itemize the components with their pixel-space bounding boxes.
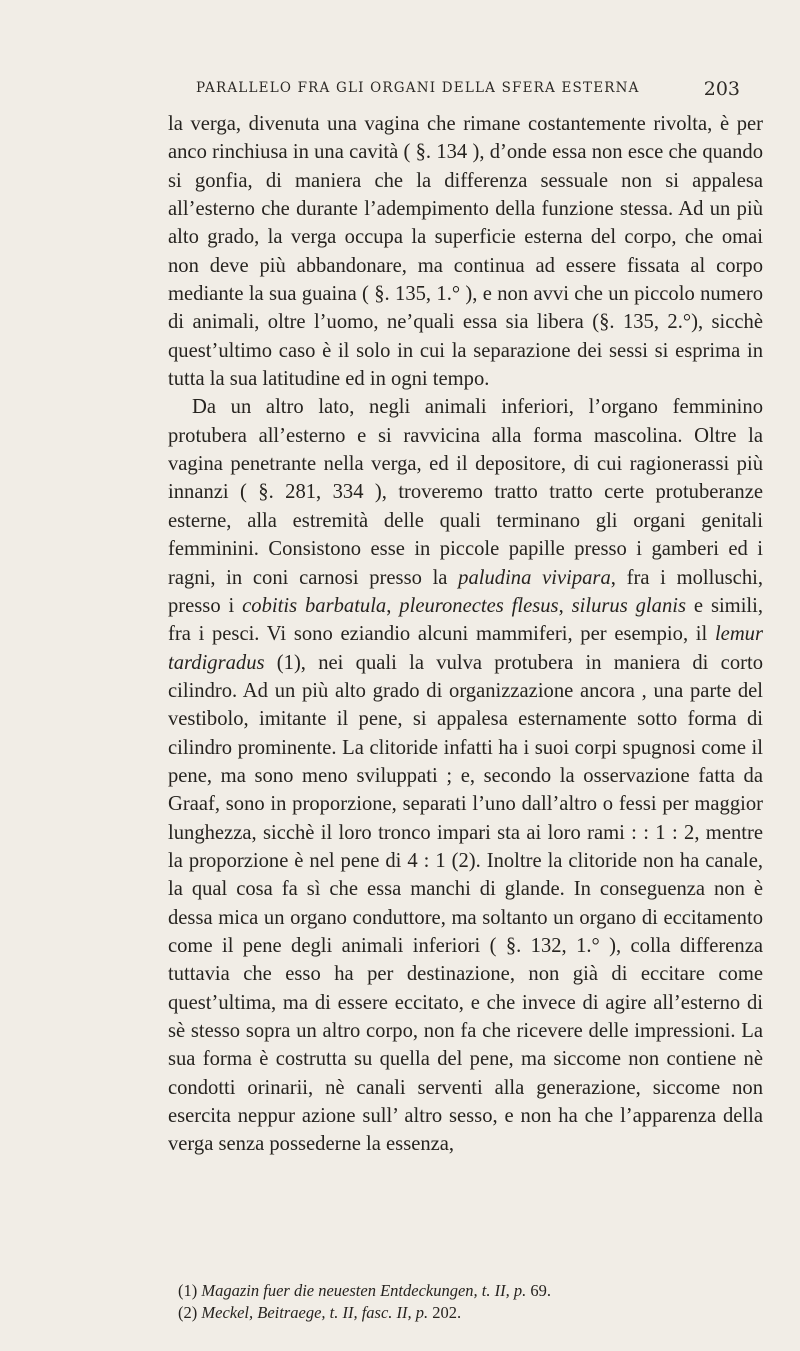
text-run: 202. <box>428 1303 462 1322</box>
footnote <box>178 1302 763 1324</box>
text-run: e simili, fra i pesci. Vi sono eziandio alcuni mammiferi, per esempio, il <box>168 594 764 646</box>
text-run: la verga, divenuta una vagina che rimane costantemente rivolta, è per anco rinchiusa in una cavità ( §. 134 ), d’onde essa non esce che quando si gonfia, di maniera che la differenza sessuale non si appalesa all’esterno che durante l’adempimento della funzione stessa. Ad un più alto grado, la verga occupa la superficie esterna del corpo, che omai non deve più abbandonare, ma continua ad essere fissata al corpo mediante la sua guaina ( §. 135, 1.° ), e non avvi che un piccolo numero di animali, oltre l’uomo, ne’quali essa sia libera (§. 135, 2.°), sicchè quest’ultimo caso è il solo in cui la separazione dei sessi si esprima in tutta la sua latitudine ed in ogni tempo. <box>168 113 763 391</box>
italic-run: Magazin fuer die neuesten Entdeckungen, t. II, p. <box>201 1281 527 1300</box>
text-run: (1) <box>178 1281 202 1300</box>
running-title: PARALLELO FRA GLI ORGANI DELLA SFERA ESTERNA <box>196 80 640 96</box>
page-header <box>196 78 740 104</box>
footnotes <box>178 1280 763 1324</box>
footnote <box>178 1280 763 1302</box>
text-run: , <box>386 594 400 617</box>
italic-run: paludina vivipara <box>458 566 611 589</box>
italic-run: cobitis barbatula <box>242 594 387 617</box>
text-run: Da un altro lato, negli animali inferiori, l’organo femminino protubera all’esterno e si ravvicina alla forma mascolina. Oltre la vagina penetrante nella verga, ed il depositore, di cui ragionerassi più innanzi ( §. 281, 334 ), troveremo tratto tratto certe protuberanze esterne, alla estremità delle quali terminano gli organi genitali femminini. Consistono esse in piccole papille presso i gamberi ed i ragni, in coni carnosi presso la <box>168 396 763 589</box>
italic-run: silurus glanis <box>571 594 686 617</box>
text-run: , <box>558 594 572 617</box>
paragraph <box>168 110 763 393</box>
page-number: 203 <box>703 78 740 100</box>
italic-run: pleuronectes flesus <box>399 594 559 617</box>
body-text <box>168 110 763 1159</box>
italic-run: Meckel, Beitraege, t. II, fasc. II, p. <box>201 1303 429 1322</box>
paragraph <box>168 393 763 1158</box>
text-run: (2) <box>178 1303 202 1322</box>
text-run: 69. <box>526 1281 551 1300</box>
text-run: , fra i molluschi, presso i <box>168 566 763 617</box>
italic-run: lemur tardigradus <box>168 623 763 674</box>
text-run: (1), nei quali la vulva protubera in maniera di corto cilindro. Ad un più alto grado di organizzazione ancora , una parte del vestibolo, imitante il pene, si appalesa esternamente sotto forma di cilindro prominente. La clitoride infatti ha i suoi corpi spugnosi come il pene, ma sono meno sviluppati ; e, secondo la osservazione fatta da Graaf, sono in proporzione, separati l’uno dall’altro o fessi per maggior lunghezza, sicchè il loro tronco impari sta ai loro rami : : 1 : 2, mentre la proporzione è nel pene di 4 : 1 (2). Inoltre la clitoride non ha canale, la qual cosa fa sì che essa manchi di glande. In conseguenza non è dessa mica un organo conduttore, ma soltanto un organo di eccitamento come il pene degli animali inferiori ( §. 132, 1.° ), colla differenza tuttavia che esso ha per destinazione, non già di eccitare come quest’ultima, ma di essere eccitato, e che invece di agire all’esterno di sè stesso sopra un altro corpo, non fa che ricevere delle impressioni. La sua forma è costrutta su quella del pene, ma siccome non contiene nè condotti orinarii, nè canali serventi alla generazione, siccome non esercita neppur azione sull’ altro sesso, e non ha che l’apparenza della verga senza possederne la essenza, <box>168 651 763 1156</box>
